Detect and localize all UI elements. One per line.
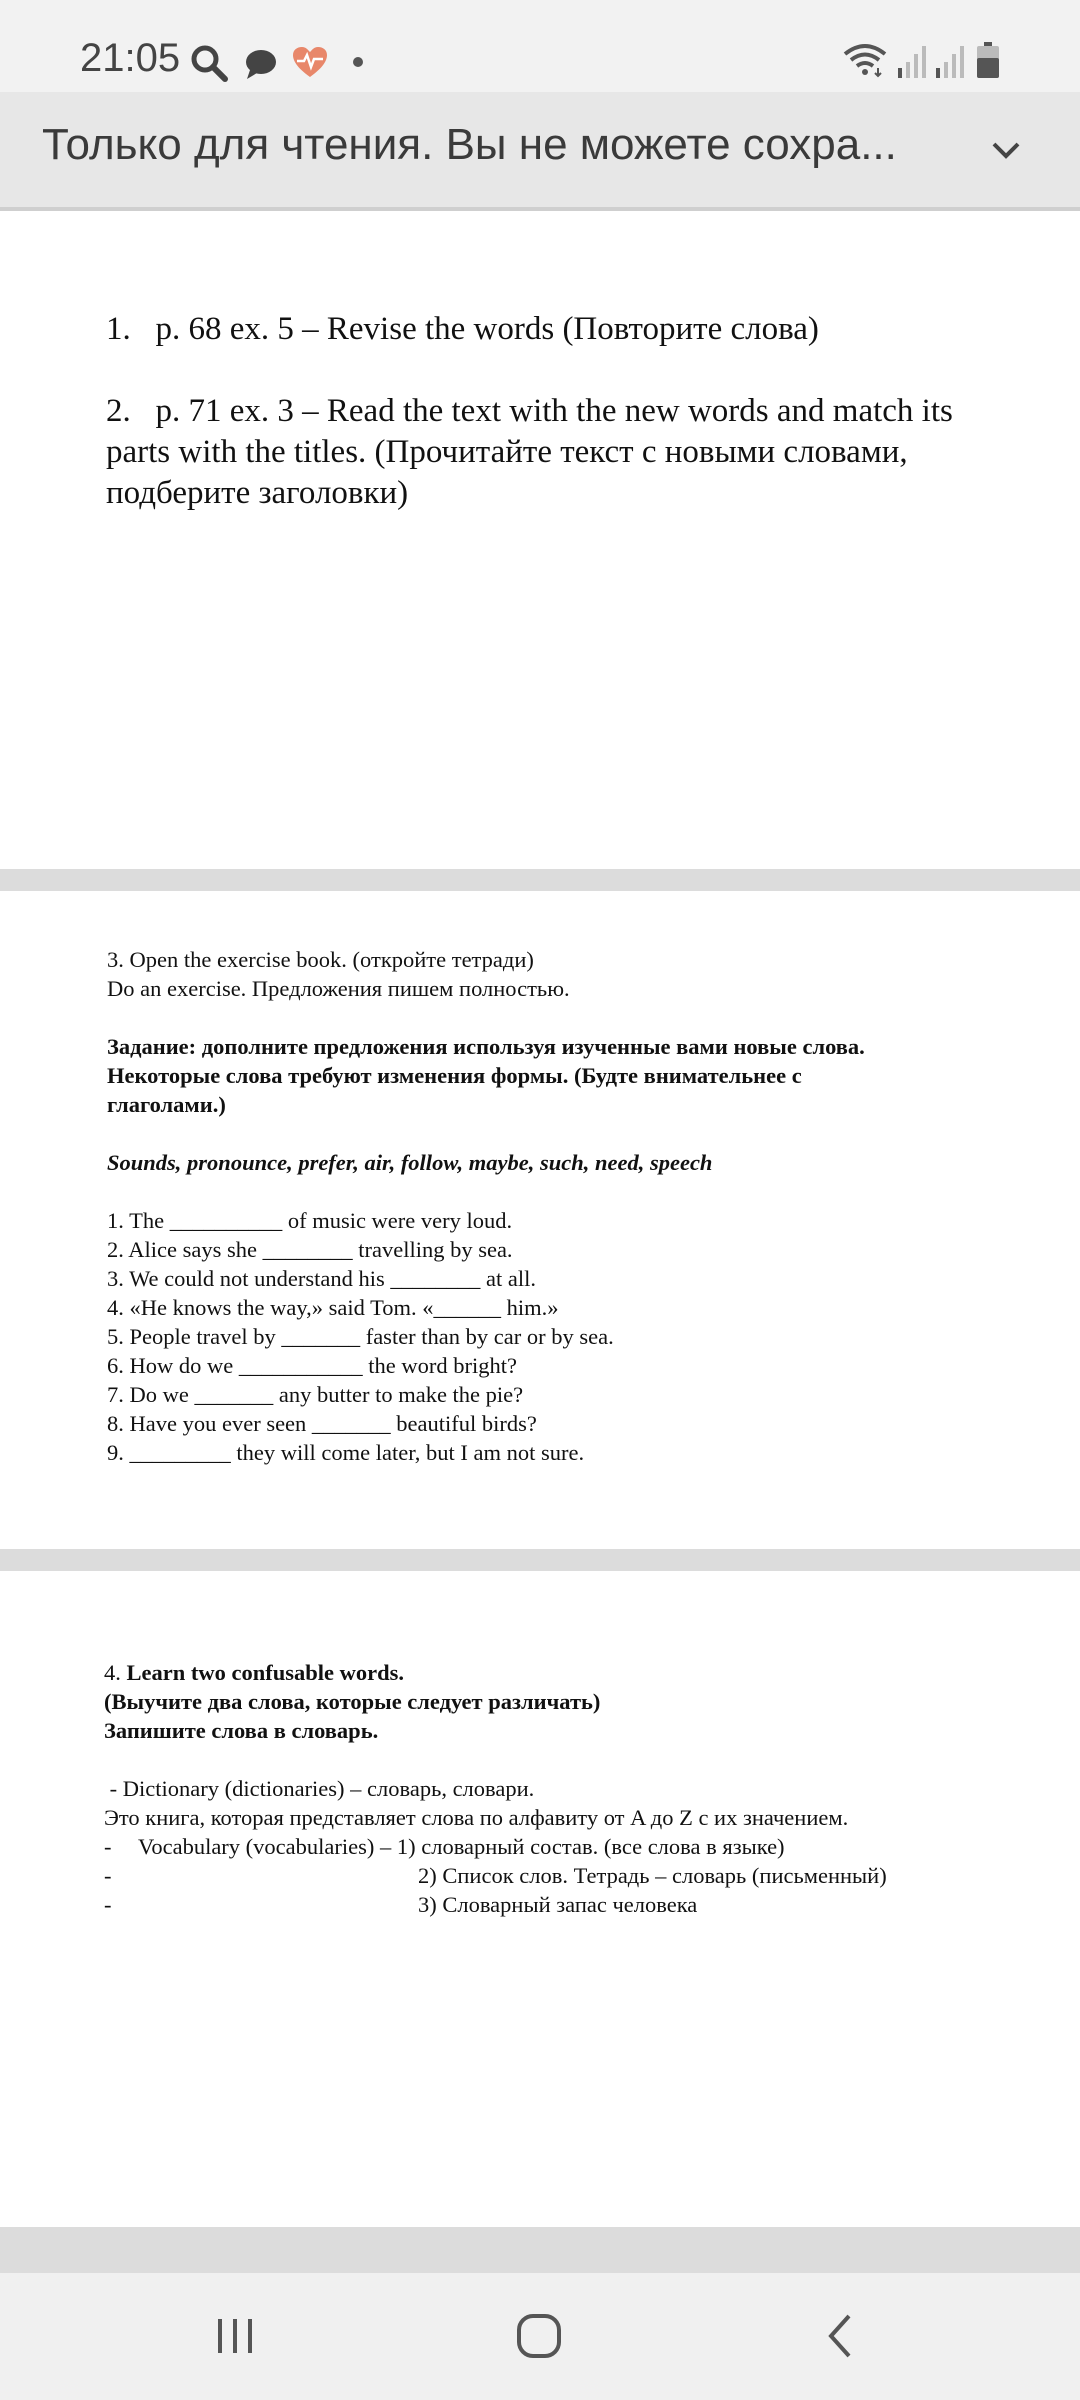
task-text: глаголами.)	[107, 1092, 226, 1117]
paragraph: 3. Open the exercise book. (откройте тетради)	[107, 947, 534, 972]
paragraph: Это книга, которая представляет слова по алфавиту от A до Z с их значением.	[104, 1805, 849, 1830]
recent-apps-icon[interactable]	[210, 2311, 260, 2361]
task-text: Задание: дополните предложения используя изученные вами новые слова.	[107, 1034, 865, 1059]
status-time: 21:05	[80, 36, 181, 80]
exercise-sentence: 1. The __________ of music were very loud.	[107, 1208, 513, 1233]
task-text: Некоторые слова требуют изменения формы. (Будте внимательнее с	[107, 1063, 802, 1088]
list-item: 1. p. 68 ex. 5 – Revise the words (Повторите слова)	[106, 311, 819, 347]
paragraph: - Dictionary (dictionaries) – словарь, словари.	[104, 1776, 535, 1801]
signal-icon	[934, 44, 966, 78]
list-bullet: -	[104, 1834, 112, 1859]
chat-icon	[244, 48, 278, 80]
list-item: Vocabulary (vocabularies) – 1) словарный состав. (все слова в языке)	[138, 1834, 785, 1859]
search-icon	[190, 44, 228, 82]
document-page-3	[0, 1571, 1080, 2227]
exercise-sentence: 9. _________ they will come later, but I am not sure.	[107, 1440, 585, 1465]
section-heading: (Выучите два слова, которые следует различать)	[104, 1689, 601, 1714]
list-item: 2) Список слов. Тетрадь – словарь (письменный)	[418, 1863, 887, 1888]
signal-icon	[896, 44, 928, 78]
exercise-sentence: 6. How do we ___________ the word bright?	[107, 1353, 517, 1378]
list-item-continuation: parts with the titles. (Прочитайте текст с новыми словами,	[106, 434, 908, 470]
exercise-sentence: 2. Alice says she ________ travelling by sea.	[107, 1237, 513, 1262]
section-heading: 4. Learn two confusable words.	[104, 1660, 405, 1685]
status-bar	[0, 0, 1080, 92]
home-icon[interactable]	[514, 2311, 564, 2361]
exercise-sentence: 3. We could not understand his ________ at all.	[107, 1266, 536, 1291]
back-icon[interactable]	[816, 2311, 866, 2361]
exercise-sentence: 7. Do we _______ any butter to make the pie?	[107, 1382, 524, 1407]
word-bank: Sounds, pronounce, prefer, air, follow, maybe, such, need, speech	[107, 1150, 713, 1175]
list-item-continuation: подберите заголовки)	[106, 475, 409, 511]
exercise-sentence: 5. People travel by _______ faster than by car or by sea.	[107, 1324, 614, 1349]
wifi-icon	[842, 42, 888, 78]
section-heading: Запишите слова в словарь.	[104, 1718, 379, 1743]
navigation-bar	[0, 2273, 1080, 2400]
exercise-sentence: 4. «He knows the way,» said Tom. «______ him.»	[107, 1295, 559, 1320]
exercise-sentence: 8. Have you ever seen _______ beautiful birds?	[107, 1411, 537, 1436]
list-bullet: -	[104, 1892, 112, 1917]
banner-title: Только для чтения. Вы не можете сохра...	[42, 120, 897, 169]
dot-icon	[352, 56, 364, 68]
document-page-2	[0, 891, 1080, 1549]
chevron-down-icon[interactable]	[986, 130, 1026, 170]
paragraph: Do an exercise. Предложения пишем полностью.	[107, 976, 570, 1001]
battery-icon	[976, 42, 1000, 78]
heart-icon	[292, 46, 328, 78]
list-item: 2. p. 71 ex. 3 – Read the text with the new words and match its	[106, 393, 953, 429]
list-bullet: -	[104, 1863, 112, 1888]
list-item: 3) Словарный запас человека	[418, 1892, 698, 1917]
read-only-banner[interactable]	[0, 92, 1080, 211]
document-page-1	[0, 211, 1080, 869]
